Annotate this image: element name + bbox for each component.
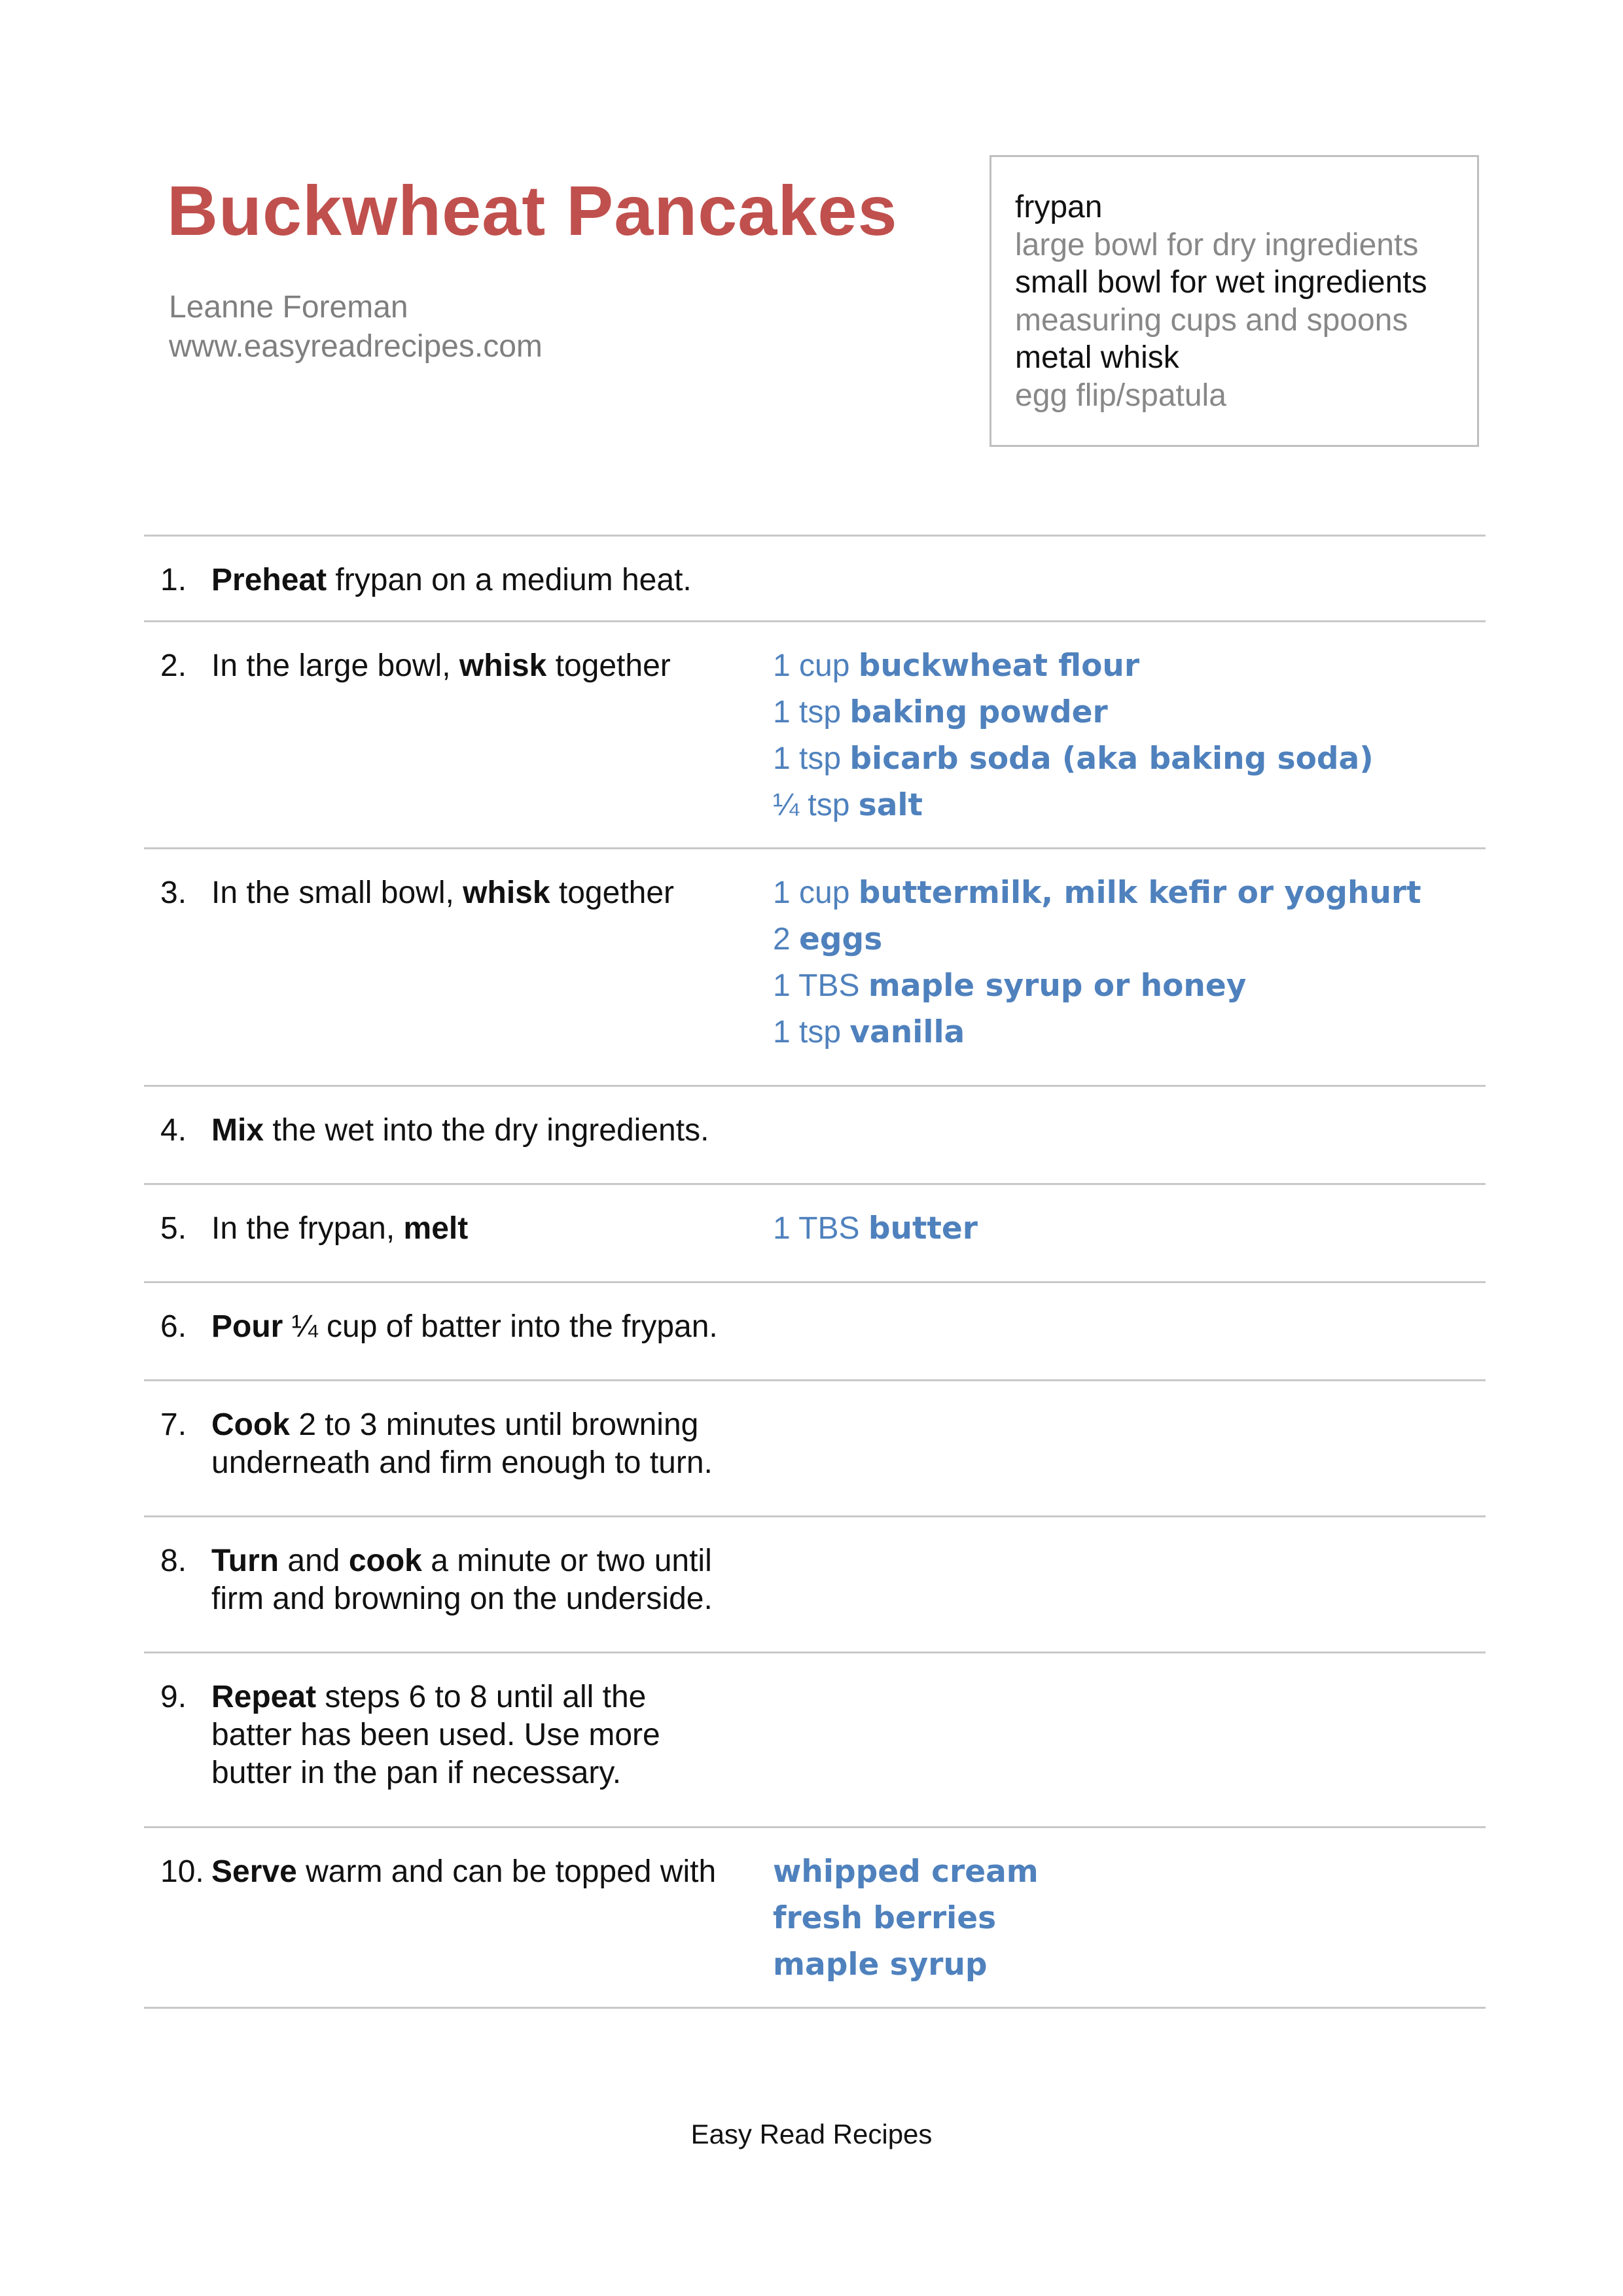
ingredient-item [773, 1895, 1039, 1941]
recipe-step [144, 537, 1486, 620]
ingredient-name: whipped cream [773, 1854, 1039, 1890]
ingredient-name: buttermilk, milk kefir or yoghurt [858, 875, 1421, 911]
ingredient-name: maple syrup or honey [868, 968, 1247, 1004]
step-number: 4. [160, 1113, 187, 1148]
ingredient-name: butter [868, 1210, 978, 1246]
recipe-step [144, 1283, 1486, 1379]
step-number: 1. [160, 563, 187, 597]
recipe-step [144, 849, 1486, 1085]
ingredient-quantity: 2 [773, 922, 800, 957]
ingredient-item [773, 1848, 1039, 1895]
ingredient-item [773, 1205, 978, 1252]
ingredient-name: vanilla [849, 1014, 965, 1050]
ingredient-list [773, 643, 1374, 828]
instruction-verb: cook [348, 1544, 422, 1578]
step-number: 5. [160, 1211, 187, 1246]
ingredient-item [773, 1941, 1039, 1988]
equipment-item: large bowl for dry ingredients [1015, 227, 1419, 262]
ingredient-name: bicarb soda (aka baking soda) [849, 741, 1374, 777]
recipe-website: www.easyreadrecipes.com [169, 329, 543, 364]
ingredient-quantity: 1 tsp [773, 1015, 850, 1050]
step-number: 7. [160, 1407, 187, 1442]
instruction-verb: whisk [463, 875, 550, 910]
step-instruction [211, 874, 735, 912]
step-number: 8. [160, 1544, 187, 1578]
step-number: 2. [160, 648, 187, 683]
instruction-verb: Pour [211, 1309, 283, 1344]
equipment-item: frypan [1015, 190, 1103, 224]
step-number: 6. [160, 1309, 187, 1344]
equipment-item: metal whisk [1015, 340, 1179, 375]
recipe-step [144, 1828, 1486, 2007]
instruction-verb: Serve [211, 1854, 297, 1889]
steps-list [144, 535, 1486, 2009]
recipe-step [144, 1185, 1486, 1281]
ingredient-quantity: 1 TBS [773, 1211, 868, 1246]
recipe-step [144, 622, 1486, 847]
instruction-verb: Mix [211, 1113, 264, 1148]
ingredient-item [773, 963, 1421, 1009]
step-instruction [211, 647, 735, 685]
instruction-text: together [550, 875, 675, 910]
ingredient-item [773, 643, 1374, 689]
instruction-text: a minute or two until firm and browning on the underside. [211, 1544, 713, 1616]
ingredient-item [773, 916, 1421, 963]
ingredient-list [773, 1205, 978, 1252]
instruction-text: In the frypan, [211, 1211, 404, 1246]
recipe-title: Buckwheat Pancakes [167, 171, 898, 250]
ingredient-list [773, 870, 1421, 1055]
ingredient-name: buckwheat flour [858, 648, 1140, 684]
step-instruction [211, 1853, 735, 1891]
instruction-text: the wet into the dry ingredients. [264, 1113, 709, 1148]
instruction-verb: Cook [211, 1407, 290, 1442]
instruction-text: together [546, 648, 671, 683]
instruction-verb: whisk [459, 648, 547, 683]
recipe-step [144, 1381, 1486, 1515]
recipe-step [144, 1653, 1486, 1826]
instruction-verb: melt [403, 1211, 469, 1246]
instruction-text: warm and can be topped with [296, 1854, 717, 1889]
instruction-verb: Repeat [211, 1680, 317, 1714]
instruction-text: In the large bowl, [211, 648, 459, 683]
ingredient-quantity: 1 cup [773, 648, 859, 683]
instruction-text: In the small bowl, [211, 875, 463, 910]
recipe-step [144, 1517, 1486, 1651]
equipment-item: measuring cups and spoons [1015, 302, 1408, 338]
ingredient-item [773, 782, 1374, 828]
ingredient-item [773, 689, 1374, 735]
instruction-text: and [279, 1544, 349, 1578]
step-number: 10. [160, 1854, 204, 1889]
ingredient-name: salt [858, 787, 923, 823]
step-instruction [211, 1308, 872, 1346]
step-instruction [211, 1112, 872, 1150]
equipment-item: small bowl for wet ingredients [1015, 265, 1427, 300]
recipe-step [144, 1087, 1486, 1183]
step-number: 9. [160, 1680, 187, 1714]
ingredient-quantity: 1 tsp [773, 741, 850, 776]
ingredient-name: eggs [799, 921, 883, 957]
instruction-text: ¼ cup of batter into the frypan. [283, 1309, 718, 1344]
ingredient-name: maple syrup [773, 1947, 988, 1983]
ingredient-item [773, 1009, 1421, 1055]
step-number: 3. [160, 875, 187, 910]
step-instruction [211, 1406, 748, 1482]
ingredient-item [773, 870, 1421, 916]
step-instruction [211, 1678, 696, 1792]
ingredient-quantity: 1 cup [773, 875, 859, 910]
ingredient-quantity: ¼ tsp [773, 788, 859, 822]
ingredient-item [773, 735, 1374, 782]
instruction-verb: Preheat [211, 563, 327, 597]
instruction-text: steps 6 to 8 until all the batter has been used. Use more butter in the pan if necessary. [211, 1680, 660, 1790]
ingredient-list [773, 1848, 1039, 1988]
instruction-text: frypan on a medium heat. [327, 563, 692, 597]
ingredient-quantity: 1 tsp [773, 695, 850, 730]
ingredient-name: fresh berries [773, 1900, 997, 1936]
recipe-author: Leanne Foreman [169, 290, 408, 325]
row-divider [144, 2007, 1486, 2009]
ingredient-name: baking powder [849, 694, 1108, 730]
instruction-verb: Turn [211, 1544, 279, 1578]
step-instruction [211, 561, 872, 599]
instruction-text: 2 to 3 minutes until browning underneath and firm enough to turn. [211, 1407, 713, 1480]
equipment-item: egg flip/spatula [1015, 378, 1226, 413]
step-instruction [211, 1542, 748, 1618]
page-footer: Easy Read Recipes [690, 2119, 933, 2149]
step-instruction [211, 1210, 735, 1248]
ingredient-quantity: 1 TBS [773, 968, 868, 1003]
equipment-box [990, 155, 1479, 447]
